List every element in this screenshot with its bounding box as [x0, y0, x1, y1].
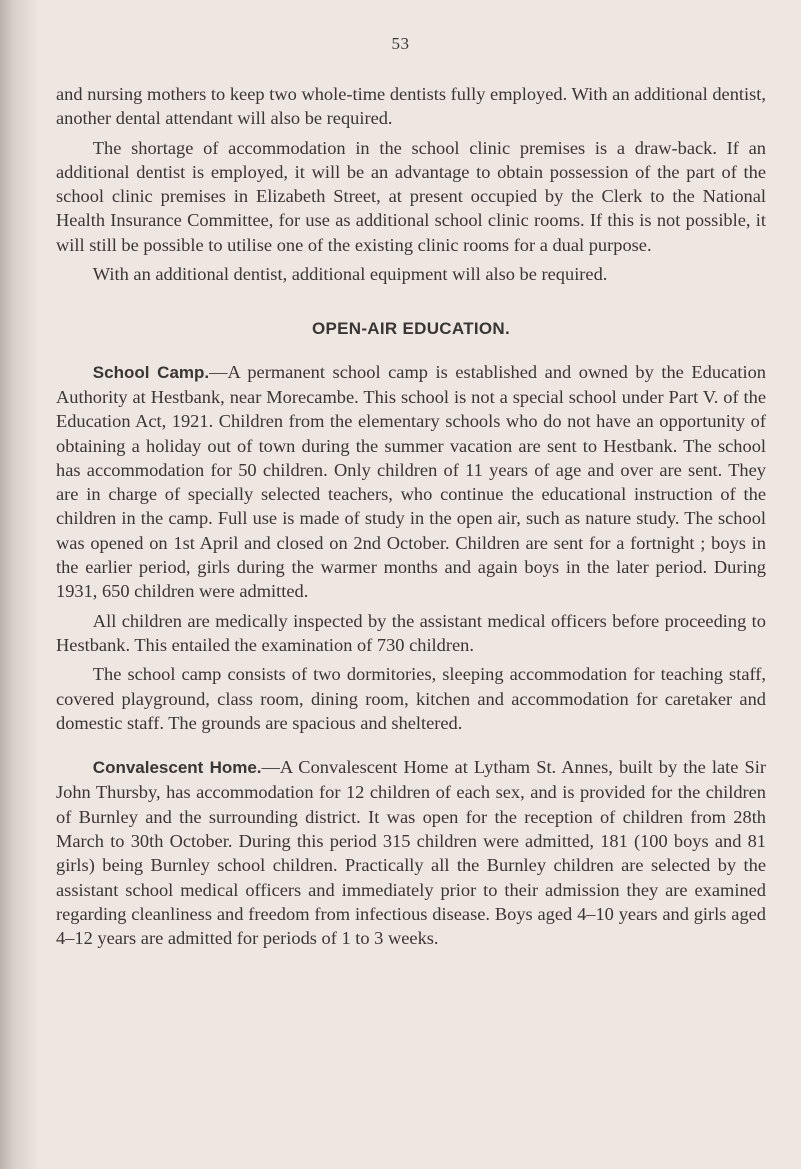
paragraph-school-camp: [56, 360, 766, 604]
paragraph-convalescent-home: [56, 755, 766, 950]
school-camp-heading: School Camp.: [92, 362, 210, 382]
convalescent-home-heading: Convalescent Home.: [92, 758, 262, 778]
school-camp-text: —A permanent school camp is established and owned by the Education Authority at Hestbank, near Morecambe. This school is not a special school under Part V. of the Education Act, 1921. Children from the elementary schools who do not have an opportunity of obtaining a holiday out of town during the summer vacation are sent to Hestbank. The school has accommodation for 50 children. Only children of 11 years of age and over are sent. They are in charge of specially selected teachers, who continue the educational instruction of the children in the camp. Full use is made of study in the open air, such as nature study. The school was opened on 1st April and closed on 2nd October. Children are sent for a fortnight ; boys in the earlier period, girls during the warmer months and again boys in the later period. During 1931, 650 children were admitted.: [56, 361, 766, 602]
paragraph-dental-continuation: and nursing mothers to keep two whole-time dentists fully employed. With an additional dentist, another dental attendant will also be required.: [56, 84, 766, 129]
convalescent-home-text: —A Convalescent Home at Lytham St. Annes, built by the late Sir John Thursby, has accommodation for 12 children of each sex, and is provided for the children of Burnley and the surrounding district. It was open for the reception of children from 28th March to 30th October. During this period 315 children were admitted, 181 (100 boys and 81 girls) being Burnley school children. Practically all the Burnley children are selected by the assistant school medical officers and immediately prior to their admission they are examined regarding cleanliness and freedom from infectious disease. Boys aged 4–10 years and girls aged 4–12 years are admitted for periods of 1 to 3 weeks.: [56, 757, 766, 949]
paragraph-additional-equipment: With an additional dentist, additional equipment will also be required.: [92, 264, 608, 285]
paragraph-camp-facilities: The school camp consists of two dormitories, sleeping accommodation for teaching staff, covered playground, class room, dining room, kitchen and accommodation for caretaker and domestic staff. The grounds are spacious and sheltered.: [56, 664, 766, 733]
paragraph-medical-inspection: All children are medically inspected by the assistant medical officers before proceeding to Hestbank. This entailed the examination of 730 children.: [56, 610, 766, 655]
page-edge-shadow: [0, 0, 40, 1169]
section-heading-open-air-education: OPEN-AIR EDUCATION.: [311, 319, 511, 339]
paragraph-accommodation-shortage: The shortage of accommodation in the school clinic premises is a draw-back. If an additional dentist is employed, it will be an advantage to obtain possession of the part of the school clinic premises in Elizabeth Street, at present occupied by the Clerk to the National Health Insurance Committee, for use as additional school clinic rooms. If this is not possible, it will still be possible to utilise one of the existing clinic rooms for a dual purpose.: [56, 137, 766, 255]
document-body: [56, 82, 766, 951]
page-number: 53: [391, 34, 410, 53]
